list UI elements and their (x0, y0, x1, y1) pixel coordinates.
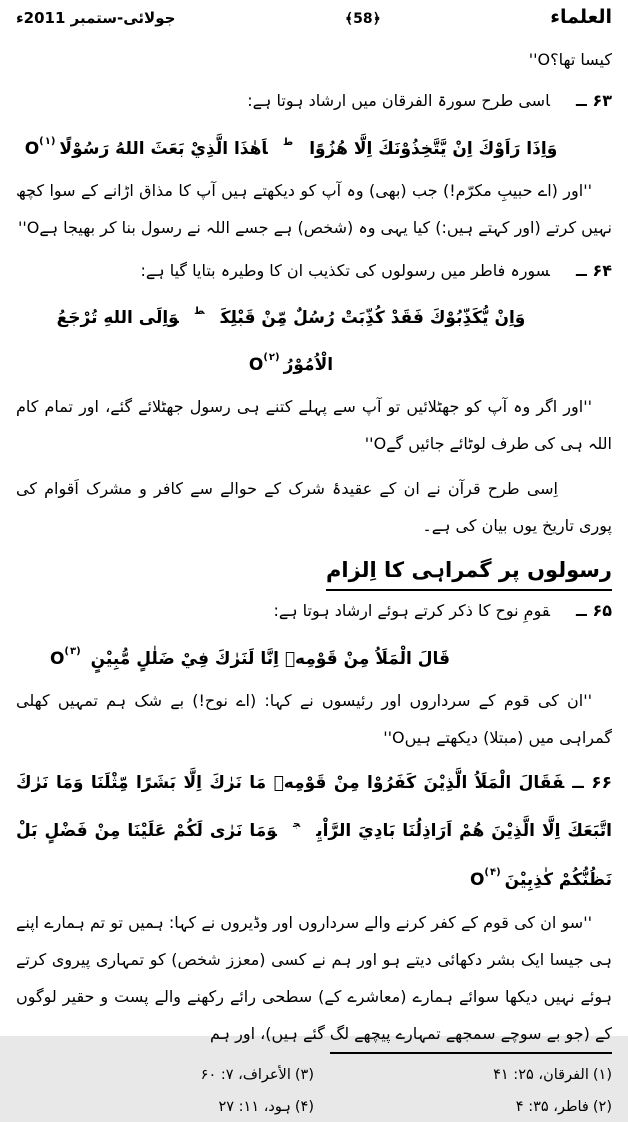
quran-verse-1 (16, 122, 612, 169)
footnote-separator-line (330, 1052, 612, 1054)
verse-4-part-1: فَقَالَ الْمَلَاُ الَّذِيْنَ كَفَرُوْا مِنْ قَوْمِهٖ مَا نَرٰكَ اِلَّا بَشَرًا مِّثْلَنَا وَمَا نَرٰكَ اتَّبَعَكَ اِلَّا الَّذِيْنَ هُمْ اَرَاذِلُنَا بَادِيَ الرَّاْيِ (16, 773, 613, 841)
footnote-3-marker: (۳) (294, 1067, 314, 1083)
translation-66: ''سو ان کی قوم کے کفر کرنے والے سرداروں اور وڈیروں نے کہا: ہمیں تو تم ہمارے اپنے ہی جیسا ایک بشر دکھائی دیتے ہو اور ہم نے کسی (معزز شخص) کو تمہاری پیروی کرتے ہوئے نہیں دیکھا سوائے ہمارے (معاشرے کے) سطحی رائے رکھنے والے پست و حقیر لوگوں کے (جو بے سوچے سمجھے تمہارے پیچھے لگ گئے ہیں)، اور ہم (16, 913, 612, 1043)
footnote-1 (314, 1062, 612, 1088)
footnote-ref-4: (۴) (484, 867, 502, 878)
item-63-intro: اسی طرح سورۃ الفرقان میں ارشاد ہوتا ہے: (247, 91, 550, 110)
item-63-number: ۶۳ ــ (575, 91, 612, 110)
item-66-verse-line (16, 762, 612, 901)
footnote-3-source: الأعراف، ۷: ۶۰ (200, 1067, 291, 1083)
footnote-3 (16, 1062, 314, 1088)
page-body (12, 36, 616, 1052)
section-heading-text: رسولوں پر گمراہی کا اِلزام (326, 558, 612, 591)
footnote-ref-2: (۲) (263, 352, 281, 363)
footnote-ref-1: (۱) (39, 136, 57, 147)
item-65-intro: قومِ نوح کا ذکر کرتے ہوئے ارشاد ہوتا ہے: (273, 601, 550, 620)
verse-3-text: قَالَ الْمَلَاُ مِنْ قَوْمِهٖ اِنَّا لَنَرٰكَ فِيْ ضَلٰلٍ مُّبِيْنٍ O (49, 649, 451, 669)
issue-date: جولائی-ستمبر 2011ء (16, 9, 176, 27)
item-66-number: ۶۶ ــ (572, 773, 612, 793)
footnote-2-marker: (۲) (592, 1099, 612, 1115)
continued-quote-fragment: کیسا تھا؟O'' (528, 50, 612, 69)
translation-63: ''اور (اے حبیبِ مکرّم!) جب (بھی) وہ آپ کو دیکھتے ہیں آپ کا مذاق اڑانے کے سوا کچھ نہیں کرتے (اور کہتے ہیں:) کیا یہی وہ (شخص) ہے جسے اللہ نے رسول بنا کر بھیجا ہےO'' (16, 181, 612, 237)
footnote-2-source: فاطر، ۳۵: ۴ (515, 1099, 589, 1115)
bridge-paragraph: اِسی طرح قرآن نے ان کے عقیدۂ شرک کے حوالے سے کافر و مشرک اَقوام کی پوری تاریخ یوں بیان کی ہے۔ (16, 479, 612, 535)
section-heading (16, 558, 612, 582)
quran-verse-2 (16, 292, 612, 385)
quran-verse-3 (16, 632, 612, 679)
item-65-line (16, 592, 612, 629)
page-number: ﴾58﴿ (344, 11, 381, 27)
item-64-line (16, 252, 612, 289)
journal-title: العلماء (550, 6, 612, 28)
footnote-ref-3: (۳) (64, 646, 82, 657)
waqf-mark-2: ط (194, 306, 205, 317)
item-64-number: ۶۴ ــ (575, 261, 612, 280)
item-64-intro: سورہ فاطر میں رسولوں کی تکذیب ان کا وطیرہ بتایا گیا ہے: (140, 261, 550, 280)
verse-2-part-1: وَاِنْ يُّكَذِّبُوْكَ فَقَدْ كُذِّبَتْ رُسُلٌ مِّنْ قَبْلِكَ (220, 308, 526, 328)
translation-65: ''ان کی قوم کے سرداروں اور رئیسوں نے کہا: (اے نوح!) بے شک ہم تمہیں کھلی گمراہی میں (مبتلا) دیکھتے ہیںO'' (16, 691, 612, 747)
footnote-1-marker: (۱) (592, 1067, 612, 1083)
verse-4-part-2: وَمَا نَرٰى لَكُمْ عَلَيْنَا مِنْ فَضْلٍ بَلْ نَظُنُّكُمْ كٰذِبِيْنَO (16, 821, 612, 890)
verse-2-part-2: وَاِلَى اللهِ تُرْجَعُ الْاُمُوْرُO (56, 308, 334, 375)
item-63-line (16, 82, 612, 119)
page-header (12, 6, 616, 28)
footnote-4-marker: (۴) (294, 1099, 314, 1115)
footnote-4 (16, 1094, 314, 1120)
waqf-mark-1: ط (283, 137, 294, 148)
footnote-1-source: الفرقان، ۲۵: ۴۱ (493, 1067, 589, 1083)
item-65-number: ۶۵ ــ (575, 601, 612, 620)
verse-1-part-2: اَهٰذَا الَّذِيْ بَعَثَ اللهُ رَسُوْلًاO (24, 139, 268, 159)
footnotes-section (12, 1052, 616, 1122)
footnote-list (16, 1062, 612, 1120)
verse-1-part-1: وَاِذَا رَاَوْكَ اِنْ يَّتَّخِذُوْنَكَ اِلَّا هُزُوًا (309, 139, 558, 159)
translation-64: ''اور اگر وہ آپ کو جھٹلائیں تو آپ سے پہلے کتنے ہی رسول جھٹلائے گئے، اور تمام کام اللہ ہی کی طرف لوٹائے جائیں گےO'' (16, 397, 612, 453)
waqf-mark-4: ج (292, 819, 301, 830)
footnote-2 (314, 1094, 612, 1120)
footnote-4-source: ہود، ۱۱: ۲۷ (218, 1099, 291, 1115)
